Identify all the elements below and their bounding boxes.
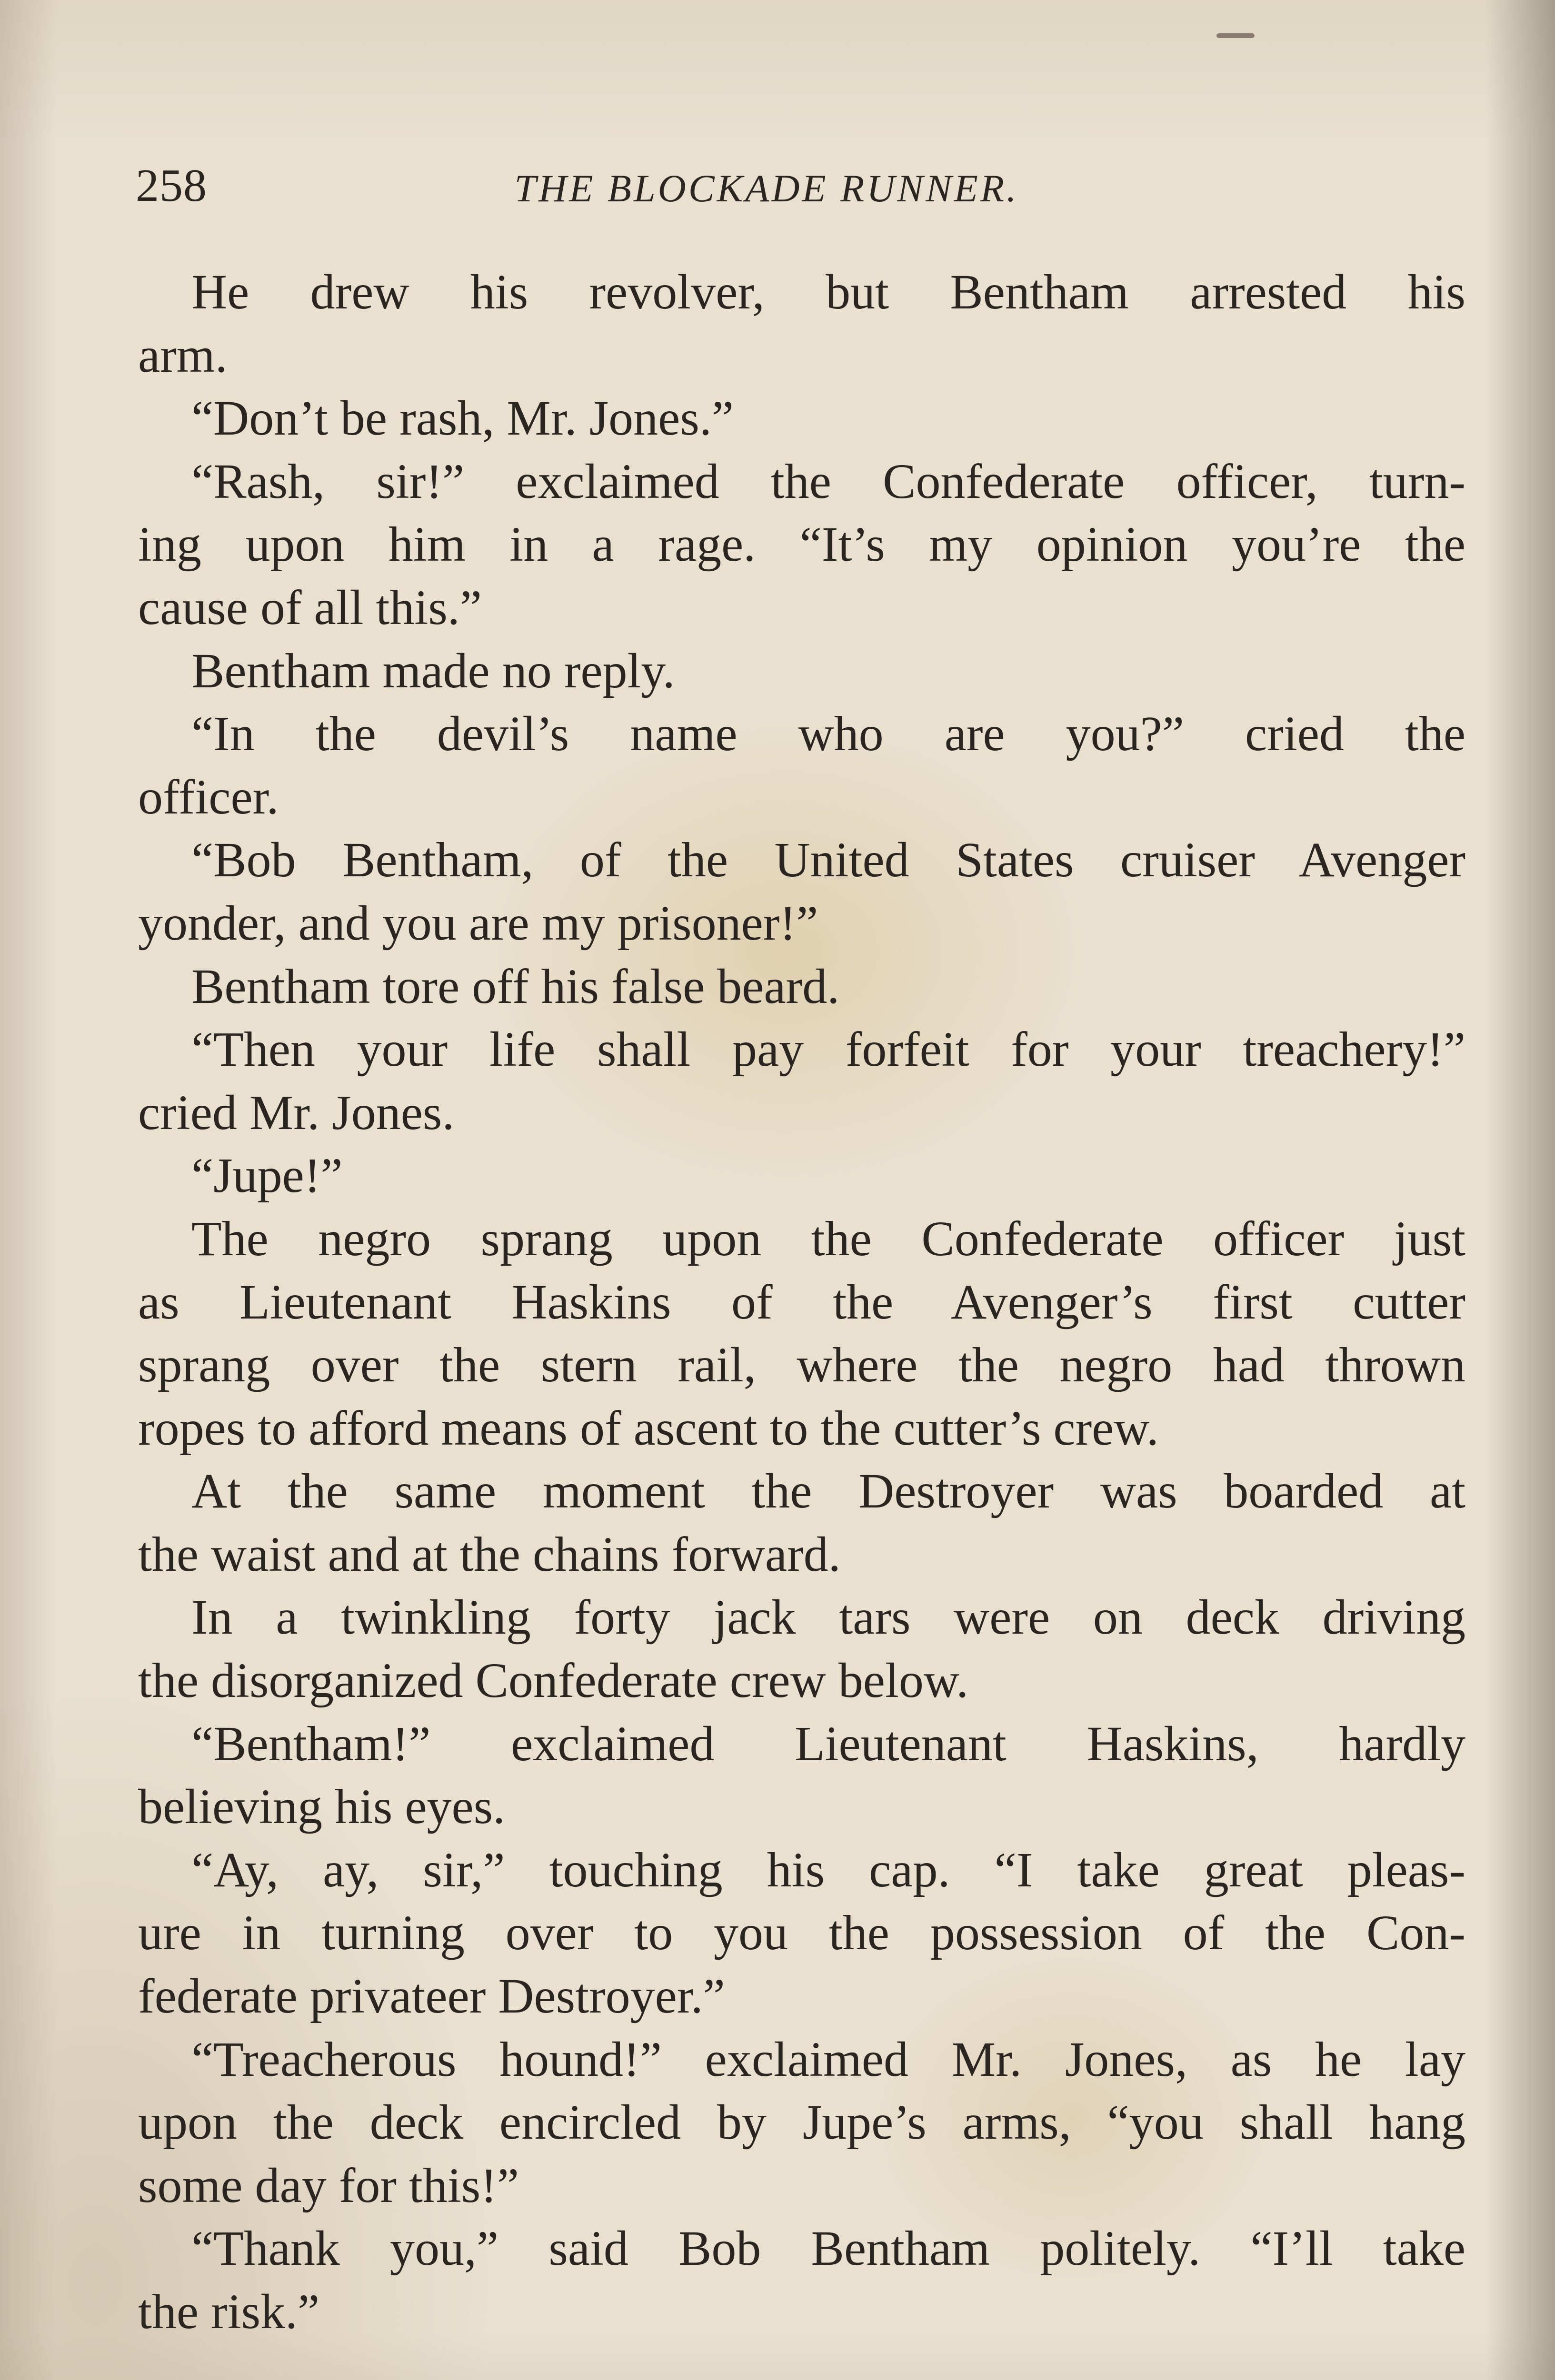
text-line: In a twinkling forty jack tars were on deck driving <box>191 1590 1465 1645</box>
text-line: ure in turning over to you the possession of the Con- <box>138 1905 1465 1961</box>
text-line: believing his eyes. <box>138 1779 506 1835</box>
text-line: “Don’t be rash, Mr. Jones.” <box>191 391 734 446</box>
text-line: Bentham tore off his false beard. <box>191 959 840 1014</box>
text-line: “Bob Bentham, of the United States cruiser Avenger <box>191 833 1465 888</box>
text-line: “Jupe!” <box>191 1148 343 1203</box>
text-line: At the same moment the Destroyer was boarded at <box>191 1464 1465 1519</box>
text-line: “Rash, sir!” exclaimed the Confederate officer, turn- <box>191 454 1465 509</box>
page-number: 258 <box>136 160 207 211</box>
text-line: officer. <box>138 769 279 824</box>
text-line: “Then your life shall pay forfeit for your treachery!” <box>191 1022 1465 1077</box>
text-line: “Thank you,” said Bob Bentham politely. “I’ll take <box>191 2221 1465 2276</box>
text-line: “Treacherous hound!” exclaimed Mr. Jones, as he lay <box>191 2032 1465 2087</box>
text-line: “Bentham!” exclaimed Lieutenant Haskins, hardly <box>191 1716 1465 1771</box>
text-line: ing upon him in a rage. “It’s my opinion you’re the <box>138 517 1465 572</box>
text-line: sprang over the stern rail, where the negro had thrown <box>138 1338 1465 1393</box>
body-text <box>138 261 1465 2344</box>
text-line: upon the deck encircled by Jupe’s arms, “you shall hang <box>138 2095 1465 2150</box>
text-line: Bentham made no reply. <box>191 643 675 698</box>
text-line: yonder, and you are my prisoner!” <box>138 895 818 951</box>
ink-mark <box>1216 33 1255 38</box>
text-line: ropes to afford means of ascent to the cutter’s crew. <box>138 1400 1159 1456</box>
text-line: The negro sprang upon the Confederate officer just <box>191 1211 1465 1266</box>
text-line: federate privateer Destroyer.” <box>138 1969 725 2024</box>
text-line: some day for this!” <box>138 2158 519 2213</box>
text-line: the risk.” <box>138 2284 320 2339</box>
text-line: as Lieutenant Haskins of the Avenger’s first cutter <box>138 1274 1465 1329</box>
text-line: the disorganized Confederate crew below. <box>138 1653 969 1708</box>
running-title: THE BLOCKADE RUNNER. <box>514 167 1019 210</box>
text-line: cause of all this.” <box>138 580 482 635</box>
text-line: cried Mr. Jones. <box>138 1085 455 1140</box>
text-line: the waist and at the chains forward. <box>138 1527 841 1582</box>
text-line: “Ay, ay, sir,” touching his cap. “I take great pleas- <box>191 1842 1465 1897</box>
text-line: He drew his revolver, but Bentham arrested his <box>191 265 1465 319</box>
text-line: arm. <box>138 327 228 383</box>
running-head <box>136 157 1397 214</box>
text-line: “In the devil’s name who are you?” cried the <box>191 706 1465 762</box>
